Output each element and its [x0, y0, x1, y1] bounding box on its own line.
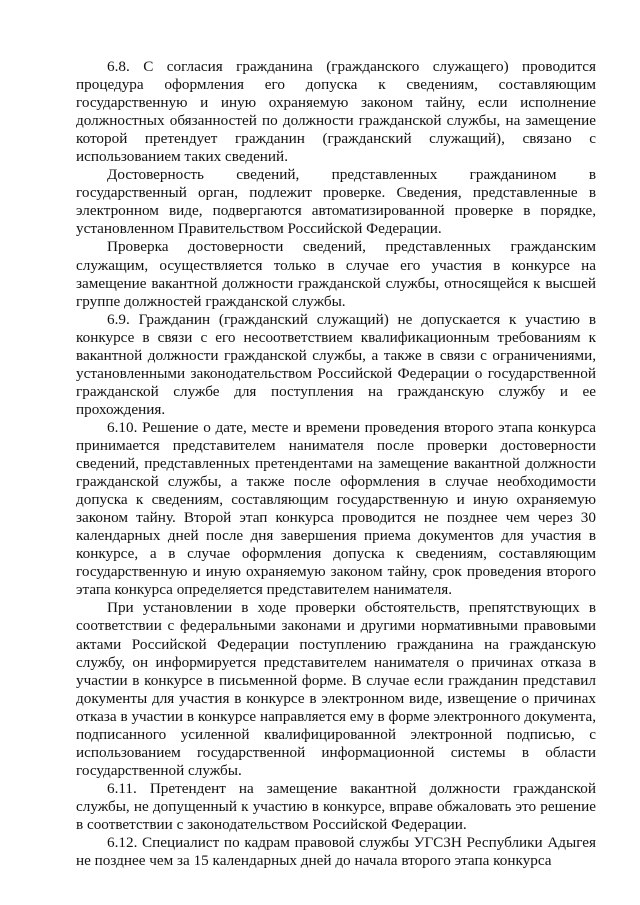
paragraph-verification: Достоверность сведений, представленных гражданином в государственный орган, подлежит проверке. Сведения, представленные в электронном виде, подвергаются автоматизированной проверке в порядке, установленном Правительством Российской Федерации.	[76, 166, 596, 238]
paragraph-civil-servant-check: Проверка достоверности сведений, представленных гражданским служащим, осуществляется только в случае его участия в конкурсе на замещение вакантной должности гражданской службы, относящейся к высшей группе должностей гражданской службы.	[76, 238, 596, 310]
document-page	[76, 58, 596, 870]
paragraph-6-9: 6.9. Гражданин (гражданский служащий) не допускается к участию в конкурсе в связи с его несоответствием квалификационным требованиям к вакантной должности гражданской службы, а также в связи с ограничениями, установленными законодательством Российской Федерации о государственной гражданской службе для поступления на гражданскую службу и ее прохождения.	[76, 310, 596, 418]
paragraph-6-12: 6.12. Специалист по кадрам правовой службы УГСЗН Республики Адыгея не позднее чем за 15 календарных дней до начала второго этапа конкурса	[76, 834, 596, 870]
paragraph-6-8: 6.8. С согласия гражданина (гражданского служащего) проводится процедура оформления его допуска к сведениям, составляющим государственную и иную охраняемую законом тайну, если исполнение должностных обязанностей по должности гражданской службы, на замещение которой претендует гражданин (гражданский служащий), связано с использованием таких сведений.	[76, 58, 596, 166]
paragraph-6-10: 6.10. Решение о дате, месте и времени проведения второго этапа конкурса принимается представителем нанимателя после проверки достоверности сведений, представленных претендентами на замещение вакантной должности гражданской службы, а также после оформления в случае необходимости допуска к сведениям, составляющим государственную и иную охраняемую законом тайну. Второй этап конкурса проводится не позднее чем через 30 календарных дней после дня завершения приема документов для участия в конкурсе, а в случае оформления допуска к сведениям, составляющим государственную и иную охраняемую законом тайну, срок проведения второго этапа конкурса определяется представителем нанимателя.	[76, 418, 596, 599]
paragraph-refusal: При установлении в ходе проверки обстоятельств, препятствующих в соответствии с федеральными законами и другими нормативными правовыми актами Российской Федерации поступлению гражданина на гражданскую службу, он информируется представителем нанимателя о причинах отказа в участии в конкурсе в письменной форме. В случае если гражданин представил документы для участия в конкурсе в электронном виде, извещение о причинах отказа в участии в конкурсе направляется ему в форме электронного документа, подписанного усиленной квалифицированной электронной подписью, с использованием государственной информационной системы в области государственной службы.	[76, 599, 596, 779]
paragraph-6-11: 6.11. Претендент на замещение вакантной должности гражданской службы, не допущенный к участию в конкурсе, вправе обжаловать это решение в соответствии с законодательством Российской Федерации.	[76, 779, 596, 833]
